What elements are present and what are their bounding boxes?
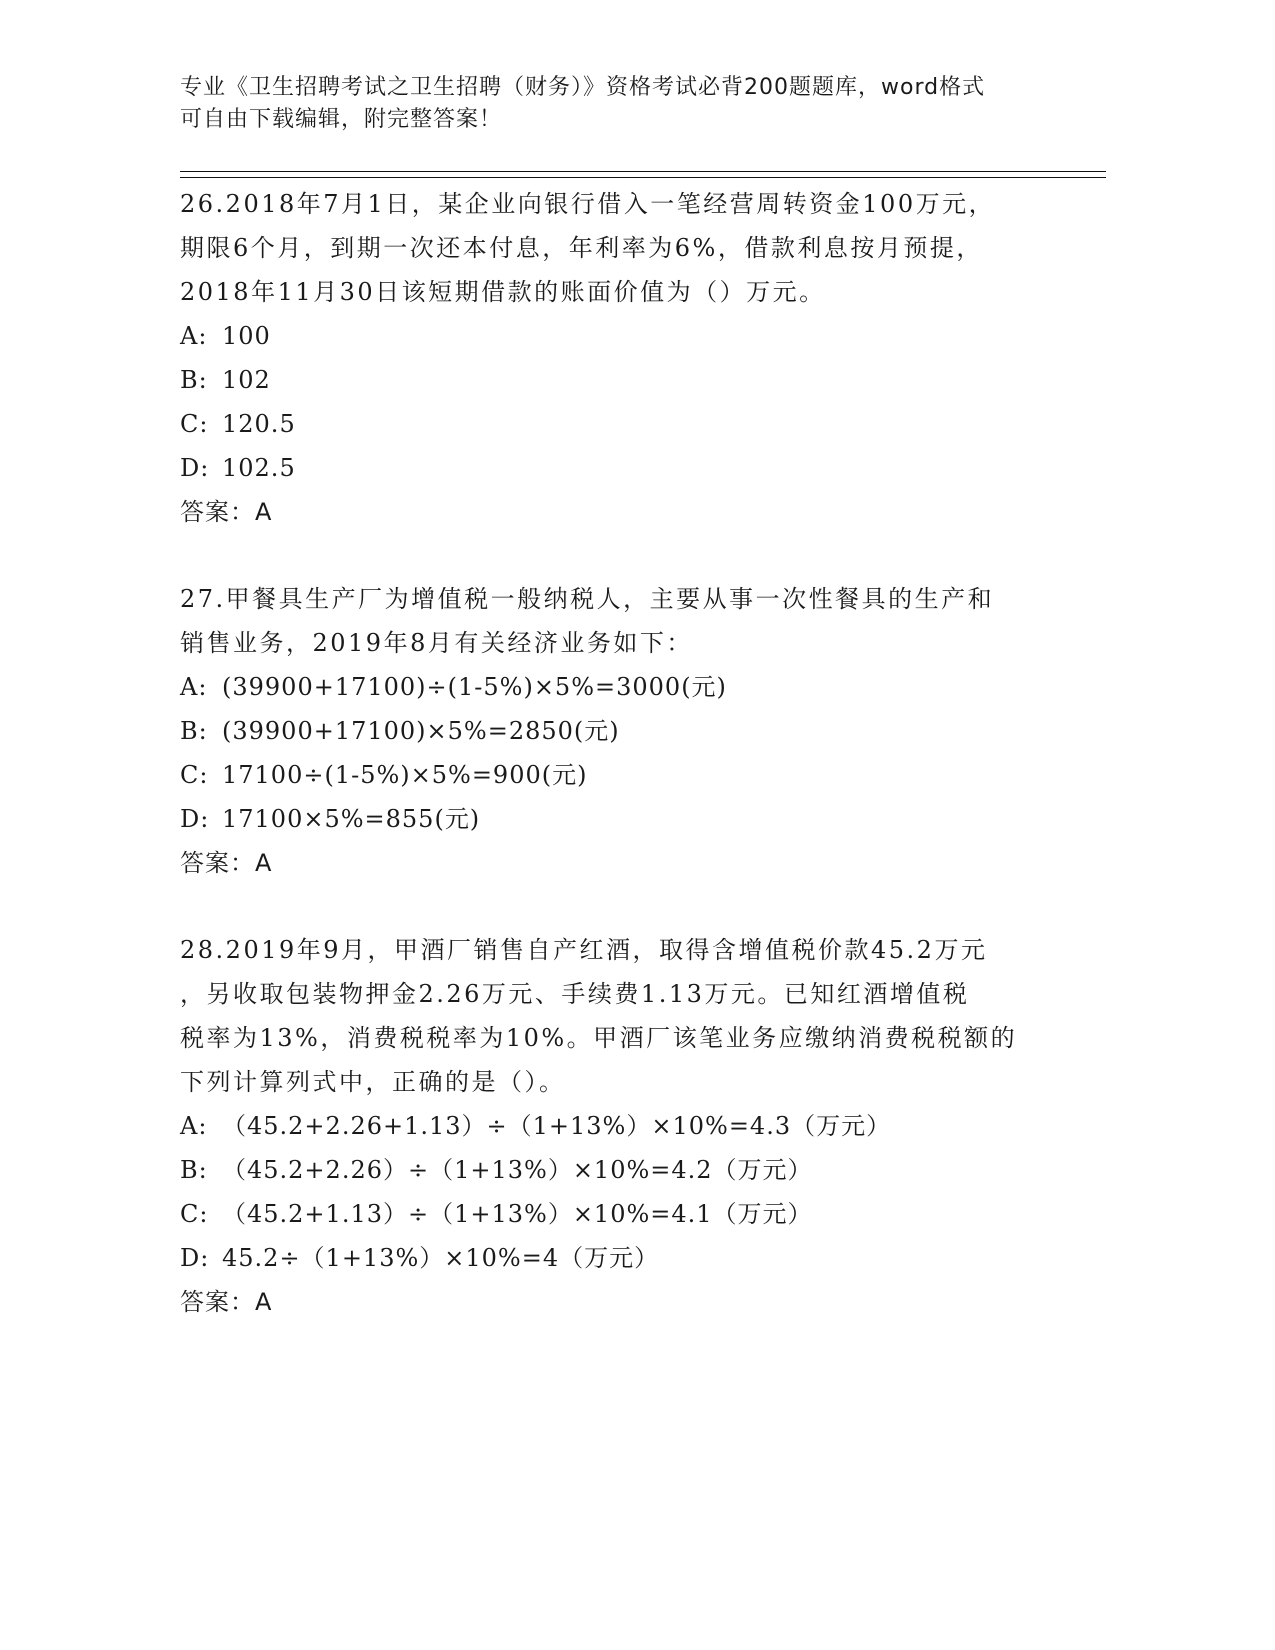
option-letter: C:: [180, 1200, 209, 1228]
stem-line: 销售业务，2019年8月有关经济业务如下：: [180, 629, 693, 657]
option-text: （45.2+2.26+1.13）÷（1+13%）×10%=4.3（万元）: [222, 1112, 892, 1140]
header-rule-top: [180, 171, 1106, 172]
answer-label: 答案：A: [180, 498, 273, 526]
option-d: [180, 446, 1050, 490]
option-text: 45.2÷（1+13%）×10%=4（万元）: [222, 1244, 660, 1272]
option-text: 17100÷(1-5%)×5%=900(元): [222, 761, 588, 789]
stem-line: 期限6个月，到期一次还本付息，年利率为6%，借款利息按月预提，: [180, 234, 983, 262]
header-line-2: 可自由下载编辑，附完整答案！: [180, 107, 503, 132]
option-text: （45.2+2.26）÷（1+13%）×10%=4.2（万元）: [222, 1156, 813, 1184]
stem-line: 28.2019年9月，甲酒厂销售自产红酒，取得含增值税价款45.2万元: [180, 936, 988, 964]
option-c: [180, 753, 1050, 797]
option-a: [180, 314, 1050, 358]
stem-line: 下列计算列式中，正确的是（）。: [180, 1068, 566, 1096]
question-stem: [180, 928, 1050, 1104]
question-spacer: [180, 885, 1050, 928]
option-text: 102.5: [222, 454, 296, 482]
option-letter: D:: [180, 454, 210, 482]
answer-label: 答案：A: [180, 1288, 273, 1316]
header-rule-bottom: [180, 177, 1106, 178]
option-letter: D:: [180, 805, 210, 833]
option-letter: B:: [180, 366, 208, 394]
option-letter: D:: [180, 1244, 210, 1272]
option-text: （45.2+1.13）÷（1+13%）×10%=4.1（万元）: [222, 1200, 813, 1228]
question-27: [180, 577, 1050, 885]
option-text: 17100×5%=855(元): [222, 805, 481, 833]
document-header: [180, 72, 1050, 136]
option-text: (39900+17100)×5%=2850(元): [222, 717, 620, 745]
option-letter: C:: [180, 410, 209, 438]
option-a: [180, 1104, 1050, 1148]
answer-label: 答案：A: [180, 849, 273, 877]
option-b: [180, 1148, 1050, 1192]
option-text: 102: [222, 366, 271, 394]
option-b: [180, 709, 1050, 753]
option-c: [180, 402, 1050, 446]
question-28: [180, 928, 1050, 1324]
question-spacer: [180, 534, 1050, 577]
question-stem: [180, 577, 1050, 665]
question-stem: [180, 182, 1050, 314]
option-c: [180, 1192, 1050, 1236]
stem-line: 2018年11月30日该短期借款的账面价值为（）万元。: [180, 278, 826, 306]
option-d: [180, 797, 1050, 841]
option-letter: C:: [180, 761, 209, 789]
stem-line: 26.2018年7月1日，某企业向银行借入一笔经营周转资金100万元，: [180, 190, 996, 218]
option-letter: A:: [180, 322, 208, 350]
option-d: [180, 1236, 1050, 1280]
header-line-1: 专业《卫生招聘考试之卫生招聘（财务）》资格考试必背200题题库，word格式: [180, 75, 986, 100]
stem-line: ，另收取包装物押金2.26万元、手续费1.13万元。已知红酒增值税: [180, 980, 970, 1008]
option-letter: A:: [180, 673, 208, 701]
option-text: (39900+17100)÷(1-5%)×5%=3000(元): [222, 673, 727, 701]
stem-line: 27.甲餐具生产厂为增值税一般纳税人，主要从事一次性餐具的生产和: [180, 585, 995, 613]
question-26: [180, 182, 1050, 534]
stem-line: 税率为13%，消费税税率为10%。甲酒厂该笔业务应缴纳消费税税额的: [180, 1024, 1018, 1052]
question-list: [180, 182, 1050, 1324]
option-text: 100: [222, 322, 271, 350]
option-text: 120.5: [222, 410, 296, 438]
option-a: [180, 665, 1050, 709]
option-letter: B:: [180, 1156, 208, 1184]
option-b: [180, 358, 1050, 402]
option-letter: B:: [180, 717, 208, 745]
option-letter: A:: [180, 1112, 208, 1140]
